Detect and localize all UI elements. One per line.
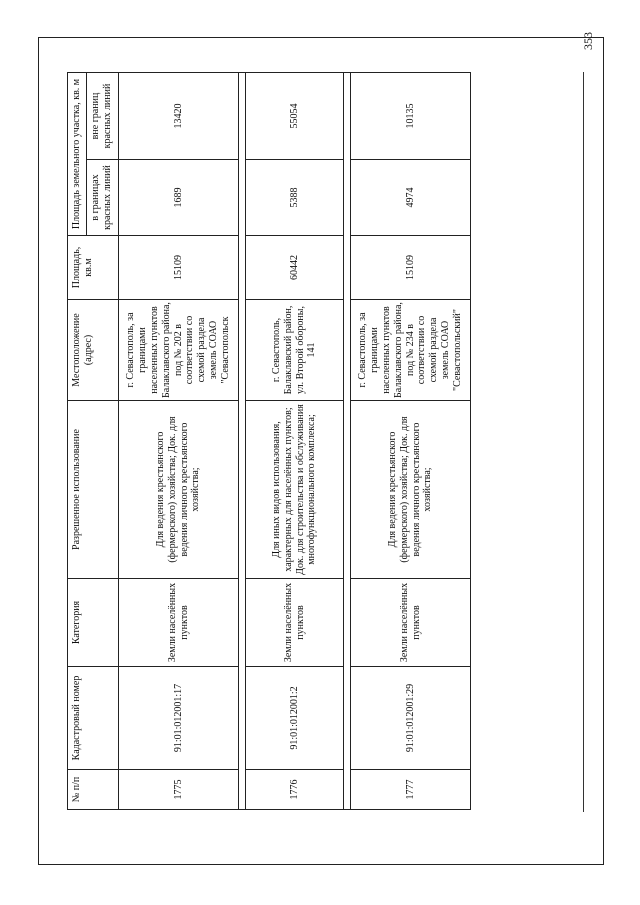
cell-num: 1776	[246, 770, 344, 810]
cell-area: 15109	[351, 236, 471, 300]
cell-cadastral: 91:01:012001:17	[119, 667, 239, 770]
row-separator	[344, 73, 351, 810]
header-area-split: Площадь земельного участка, кв. м	[68, 73, 87, 236]
table-row	[119, 73, 239, 810]
table-row	[246, 73, 344, 810]
cell-category: Земли населённых пунктов	[351, 579, 471, 667]
page-number: 353	[581, 32, 595, 50]
cell-num: 1777	[351, 770, 471, 810]
cell-category: Земли населённых пунктов	[119, 579, 239, 667]
cell-outside: 10135	[351, 73, 471, 160]
footer-rule	[583, 72, 584, 812]
cell-location: г. Севастополь, за границами населенных пунктов Балаклавского района, под № 234 в соответствии со схемой раздела земель СОАО "Севастопольский"	[351, 300, 471, 401]
cell-outside: 55054	[246, 73, 344, 160]
header-location: Местоположение (адрес)	[68, 300, 119, 401]
cell-within: 4974	[351, 160, 471, 236]
cell-within: 1689	[119, 160, 239, 236]
cell-location: г. Севастополь, Балаклавский район, ул. Второй обороны, 141	[246, 300, 344, 401]
land-registry-table	[67, 72, 471, 810]
cell-use: Для иных видов использования, характерных для населённых пунктов; Док. для строительства и обслуживания многофункционального комплекса;	[246, 401, 344, 579]
header-use: Разрешенное использование	[68, 401, 119, 579]
row-separator	[239, 73, 246, 810]
cell-use: Для ведения крестьянского (фермерского) хозяйства; Док. для ведения личного крестьянского хозяйства;	[119, 401, 239, 579]
cell-category: Земли населённых пунктов	[246, 579, 344, 667]
header-row	[68, 73, 87, 810]
header-outside: вне границ красных линий	[86, 73, 118, 160]
table-row	[351, 73, 471, 810]
cell-outside: 13420	[119, 73, 239, 160]
cell-num: 1775	[119, 770, 239, 810]
cell-area: 60442	[246, 236, 344, 300]
header-category: Категория	[68, 579, 119, 667]
cell-location: г. Севастополь, за границами населенных пунктов Балаклавского района, под № 202 в соответствии со схемой раздела земель СОАО "Севастопольск	[119, 300, 239, 401]
cell-within: 5388	[246, 160, 344, 236]
header-num: № п/п	[68, 770, 119, 810]
header-within: в границах красных линий	[86, 160, 118, 236]
cell-cadastral: 91:01:012001:2	[246, 667, 344, 770]
header-cadastral: Кадастровый номер	[68, 667, 119, 770]
cell-area: 15109	[119, 236, 239, 300]
cell-cadastral: 91:01:012001:29	[351, 667, 471, 770]
header-area: Площадь, кв.м	[68, 236, 119, 300]
cell-use: Для ведения крестьянского (фермерского) хозяйства; Док. для ведения личного крестьянского хозяйства;	[351, 401, 471, 579]
